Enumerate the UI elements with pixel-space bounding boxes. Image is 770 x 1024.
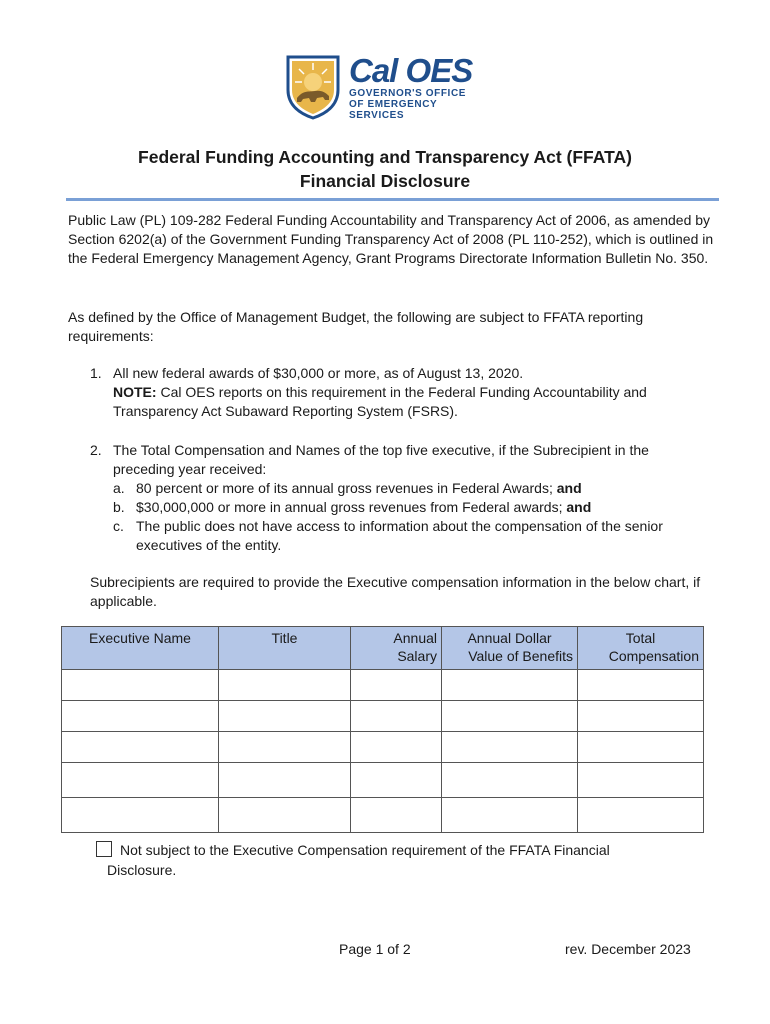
cell-executive-name[interactable] [62, 701, 219, 732]
not-subject-label-line-2: Disclosure. [107, 862, 177, 878]
cell-total-compensation[interactable] [578, 798, 704, 833]
note-text: Cal OES reports on this requirement in the Federal Funding Accountability and Transparency Act Subaward Reporting System (FSRS). [113, 384, 647, 419]
table-row [62, 732, 704, 763]
cell-title[interactable] [219, 798, 351, 833]
defined-paragraph: As defined by the Office of Management Budget, the following are subject to FFATA reporting requirements: [68, 309, 644, 344]
cell-total-compensation[interactable] [578, 763, 704, 798]
logo-line-2: OF EMERGENCY SERVICES [349, 99, 438, 121]
cell-annual-benefits[interactable] [442, 732, 578, 763]
cell-annual-salary[interactable] [351, 701, 442, 732]
cell-total-compensation[interactable] [578, 670, 704, 701]
logo-line-1: GOVERNOR'S OFFICE [349, 88, 467, 99]
title-line-1: Federal Funding Accounting and Transparency Act (FFATA) [138, 147, 632, 167]
cell-executive-name[interactable] [62, 670, 219, 701]
cell-annual-salary[interactable] [351, 670, 442, 701]
sub-item-c: c. The public does not have access to information about the compensation of the senior executives of the entity. [113, 518, 663, 553]
item-1-text: All new federal awards of $30,000 or more, as of August 13, 2020. [113, 365, 524, 381]
cell-annual-salary[interactable] [351, 798, 442, 833]
cell-title[interactable] [219, 732, 351, 763]
table-row [62, 798, 704, 833]
item-2-text: The Total Compensation and Names of the top five executive, if the Subrecipient in the preceding year received: [113, 442, 649, 477]
intro-paragraph: Public Law (PL) 109-282 Federal Funding Accountability and Transparency Act of 2006, as amended by Section 6202(a) of the Government Funding Transparency Act of 2008 (PL 110-252), which is outlined in the Federal Emergency Management Agency, Grant Programs Directorate Information Bulletin No. 350. [68, 212, 714, 266]
header-total-compensation: Total Compensation [578, 627, 704, 670]
not-subject-label-line-1: Not subject to the Executive Compensation requirement of the FFATA Financial [120, 842, 610, 858]
logo-brand-text: Cal OES [349, 52, 473, 89]
cell-total-compensation[interactable] [578, 732, 704, 763]
executive-compensation-table [61, 626, 704, 833]
sub-item-b: b. $30,000,000 or more in annual gross revenues from Federal awards; and [113, 499, 592, 515]
revision-date: rev. December 2023 [565, 941, 691, 957]
cal-oes-logo [285, 54, 485, 120]
table-row [62, 763, 704, 798]
sub-item-a: a. 80 percent or more of its annual gross revenues in Federal Awards; and [113, 480, 582, 496]
cell-annual-benefits[interactable] [442, 701, 578, 732]
cell-annual-benefits[interactable] [442, 763, 578, 798]
not-subject-checkbox[interactable] [96, 841, 112, 857]
not-subject-option [96, 840, 716, 880]
table-row [62, 670, 704, 701]
cell-title[interactable] [219, 763, 351, 798]
cal-oes-shield-icon [285, 54, 341, 120]
cell-executive-name[interactable] [62, 732, 219, 763]
table-row [62, 701, 704, 732]
cell-annual-salary[interactable] [351, 763, 442, 798]
cell-annual-salary[interactable] [351, 732, 442, 763]
table-header-row [62, 627, 704, 670]
header-title: Title [219, 627, 351, 670]
list-number: 1. [90, 365, 102, 381]
page-number: Page 1 of 2 [339, 941, 411, 957]
cell-total-compensation[interactable] [578, 701, 704, 732]
header-executive-name: Executive Name [62, 627, 219, 670]
cell-title[interactable] [219, 701, 351, 732]
title-divider [66, 198, 719, 201]
list-item-1 [90, 364, 710, 421]
note-label: NOTE: [113, 384, 157, 400]
cell-annual-benefits[interactable] [442, 670, 578, 701]
title-line-2: Financial Disclosure [299, 171, 471, 191]
item-1-note [113, 383, 710, 421]
cell-executive-name[interactable] [62, 763, 219, 798]
document-title [0, 145, 770, 193]
header-annual-benefits: Annual Dollar Value of Benefits [442, 627, 578, 670]
cell-title[interactable] [219, 670, 351, 701]
list-item-2 [90, 441, 710, 555]
header-annual-salary: Annual Salary [351, 627, 442, 670]
cell-annual-benefits[interactable] [442, 798, 578, 833]
required-paragraph: Subrecipients are required to provide the Executive compensation information in the below chart, if applicable. [90, 574, 701, 609]
list-number: 2. [90, 442, 102, 458]
cell-executive-name[interactable] [62, 798, 219, 833]
